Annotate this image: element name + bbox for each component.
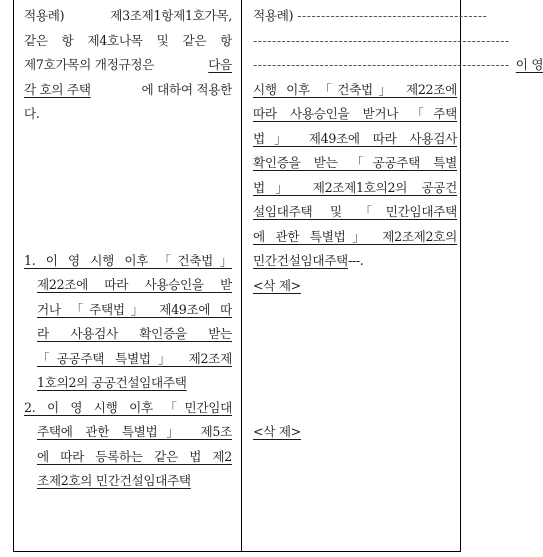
omission-dashes: ------------------------------------------------------ bbox=[253, 32, 510, 48]
text-line bbox=[24, 78, 232, 103]
item-1-line: 「공공주택 특별법」 제2조제 bbox=[37, 350, 232, 366]
omission-dashes: ------------------------------------------------------ bbox=[253, 57, 510, 72]
spacer bbox=[24, 127, 232, 249]
text-line: 적용례) 제3조제1항제1호가목, bbox=[24, 8, 232, 23]
deleted-marker: <삭 제> bbox=[253, 424, 301, 439]
underlined-amendment: 다음 bbox=[208, 57, 232, 72]
text-line bbox=[253, 249, 457, 274]
omission-dashes: ---. bbox=[347, 253, 364, 268]
underlined-amendment: 각 호의 주택 bbox=[24, 81, 91, 97]
text-line bbox=[253, 53, 543, 78]
amendment-line: 에 관한 특별법」 제2조제2호의 bbox=[253, 228, 457, 244]
spacer bbox=[253, 298, 457, 420]
text-segment: 제7호가목의 개정규정은 bbox=[24, 57, 155, 72]
amendment-line: 시행 이후 「건축법」 제22조에 bbox=[253, 81, 457, 97]
current-text-column bbox=[24, 4, 232, 494]
amendment-line: 확인증을 받는 「공공주택 특별 bbox=[253, 155, 457, 170]
amended-text-column bbox=[253, 4, 543, 445]
underlined-amendment: 민간건설임대주택 bbox=[253, 253, 348, 268]
item-2-line: 에 따라 등록하는 같은 법 제2 bbox=[37, 448, 232, 464]
item-1-heading: 1. 이 영 시행 이후 「건축법」 bbox=[24, 252, 232, 268]
item-1-line: 1호의2의 공공건설임대주택 bbox=[37, 375, 187, 390]
text-line bbox=[253, 4, 488, 29]
text-segment: 적용례) bbox=[253, 8, 294, 23]
item-1-line: 거나 「주택법」 제49조에 따 bbox=[37, 301, 232, 317]
column-divider bbox=[241, 0, 242, 552]
text-line bbox=[24, 53, 232, 78]
omission-dashes: ---------------------------------------- bbox=[297, 8, 488, 23]
item-2-heading: 2. 이 영 시행 이후 「민간임대 bbox=[24, 399, 232, 415]
item-1-line: 제22조에 따라 사용승인을 받 bbox=[37, 277, 232, 292]
item-1-line: 라 사용검사 확인증을 받는 bbox=[37, 326, 232, 341]
text-line bbox=[253, 29, 510, 54]
underlined-amendment: 이 영 bbox=[515, 57, 543, 72]
text-segment: 에 대하여 적용한 bbox=[141, 81, 232, 97]
item-2-line: 조제2호의 민간건설임대주택 bbox=[37, 473, 191, 488]
text-line: 같은 항 제4호나목 및 같은 항 bbox=[24, 32, 232, 48]
deleted-marker: <삭 제> bbox=[253, 277, 301, 293]
amendment-line: 법」 제49조에 따라 사용검사 bbox=[253, 130, 457, 146]
text-line: 다. bbox=[24, 106, 40, 121]
amendment-line: 법」 제2조제1호의2의 공공건 bbox=[253, 179, 457, 195]
item-2-line: 주택에 관한 특별법」 제5조 bbox=[37, 424, 232, 439]
amendment-line: 설임대주택 및 「민간임대주택 bbox=[253, 204, 457, 219]
amendment-line: 따라 사용승인을 받거나 「주택 bbox=[253, 106, 457, 121]
